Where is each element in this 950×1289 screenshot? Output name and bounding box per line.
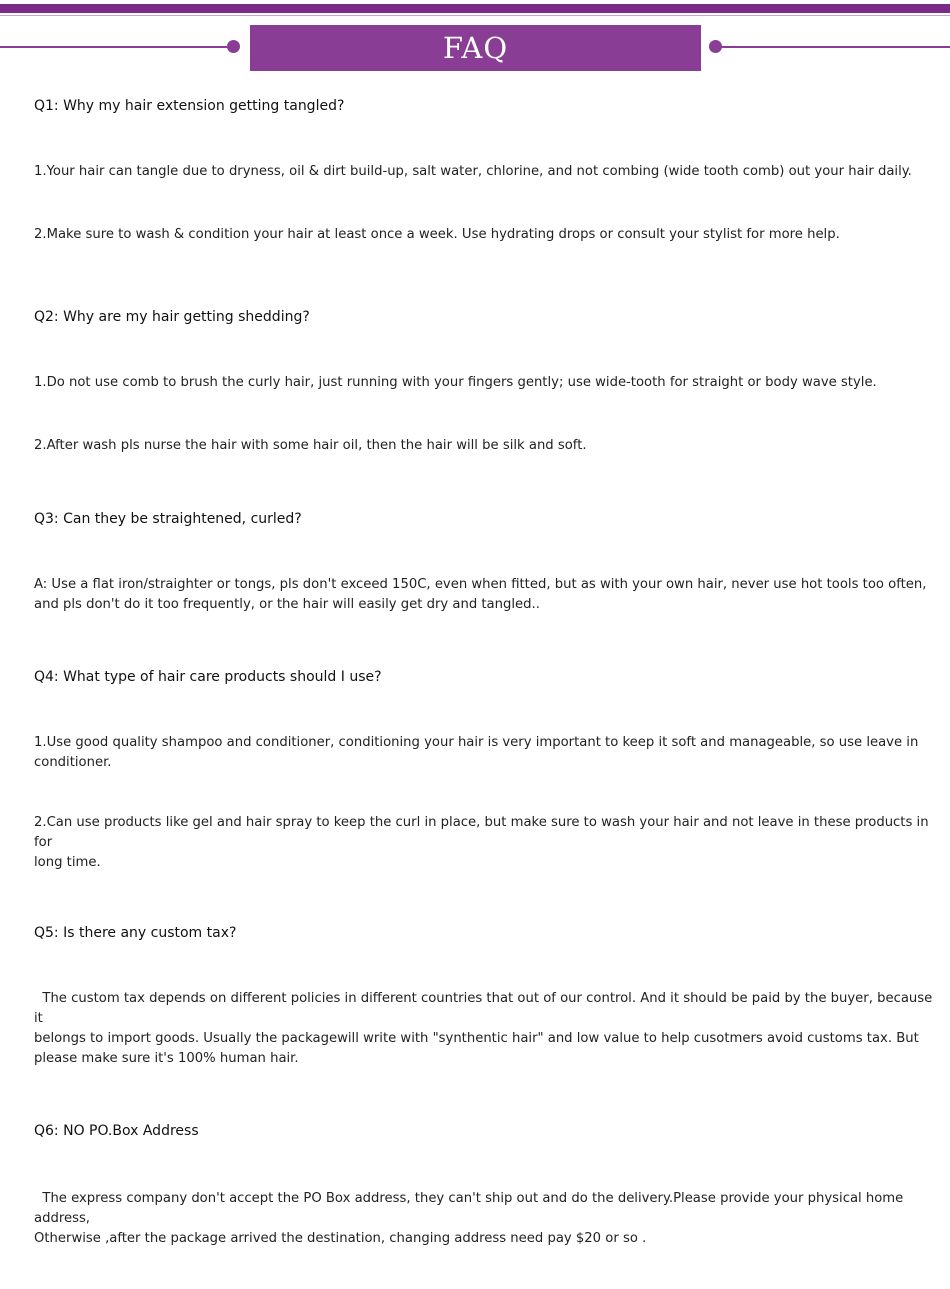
faq-answer-line: The custom tax depends on different policies in different countries that out of our control. And it should be paid by the buyer, because it belongs to import goods. Usually the packagewill write with "synthentic hair" and low value to help cusotmers avoid customs tax. But please make sure it's 100% human hair. <box>34 991 933 1066</box>
faq-title-banner <box>250 25 701 71</box>
top-border-bar <box>0 4 950 13</box>
faq-answer-line: 1.Do not use comb to brush the curly hair, just running with your fingers gently; use wide-tooth for straight or body wave style. <box>34 375 877 390</box>
faq-list <box>34 96 934 1289</box>
title-left-line <box>0 46 232 48</box>
faq-answer <box>34 693 934 913</box>
faq-item-1 <box>34 96 934 285</box>
faq-item-6 <box>34 1121 934 1289</box>
faq-question: Q3: Can they be straightened, curled? <box>34 511 302 527</box>
faq-item-4 <box>34 667 934 913</box>
faq-answer-line: 2.Make sure to wash & condition your hair at least once a week. Use hydrating drops or consult your stylist for more help. <box>34 227 840 242</box>
faq-question: Q2: Why are my hair getting shedding? <box>34 309 310 325</box>
faq-answer-line: 2.After wash pls nurse the hair with some hair oil, then the hair will be silk and soft. <box>34 438 587 453</box>
title-left-dot <box>227 40 240 53</box>
faq-question: Q4: What type of hair care products should I use? <box>34 669 382 685</box>
faq-answer-line: 1.Your hair can tangle due to dryness, oil & dirt build-up, salt water, chlorine, and not combing (wide tooth comb) out your hair daily. <box>34 164 912 179</box>
faq-answer <box>34 333 934 496</box>
faq-answer <box>34 535 934 655</box>
faq-answer-line: 1.Use good quality shampoo and conditioner, conditioning your hair is very important to keep it soft and manageable, so use leave in conditioner. <box>34 735 919 770</box>
faq-answer-line: The express company don't accept the PO Box address, they can't ship out and do the delivery.Please provide your physical home address, Otherwise ,after the package arrived the destination, changing address need pay $20 or so . <box>34 1191 904 1246</box>
faq-answer <box>34 949 934 1109</box>
faq-item-3 <box>34 509 934 655</box>
faq-question: Q6: NO PO.Box Address <box>34 1123 199 1139</box>
faq-answer <box>34 1149 934 1289</box>
faq-question: Q5: Is there any custom tax? <box>34 925 237 941</box>
faq-answer-line: A: Use a flat iron/straighter or tongs, pls don't exceed 150C, even when fitted, but as with your own hair, never use hot tools too often, and pls don't do it too frequently, or the hair will easily get dry and tangled.. <box>34 577 927 612</box>
faq-item-2 <box>34 307 934 496</box>
faq-item-5 <box>34 923 934 1109</box>
title-right-line <box>716 46 950 48</box>
faq-answer <box>34 122 934 285</box>
page-title: FAQ <box>442 31 509 65</box>
faq-question: Q1: Why my hair extension getting tangled? <box>34 98 345 114</box>
faq-answer-line: 2.Can use products like gel and hair spray to keep the curl in place, but make sure to wash your hair and not leave in these products in for long time. <box>34 815 929 870</box>
top-border-line <box>0 15 950 16</box>
